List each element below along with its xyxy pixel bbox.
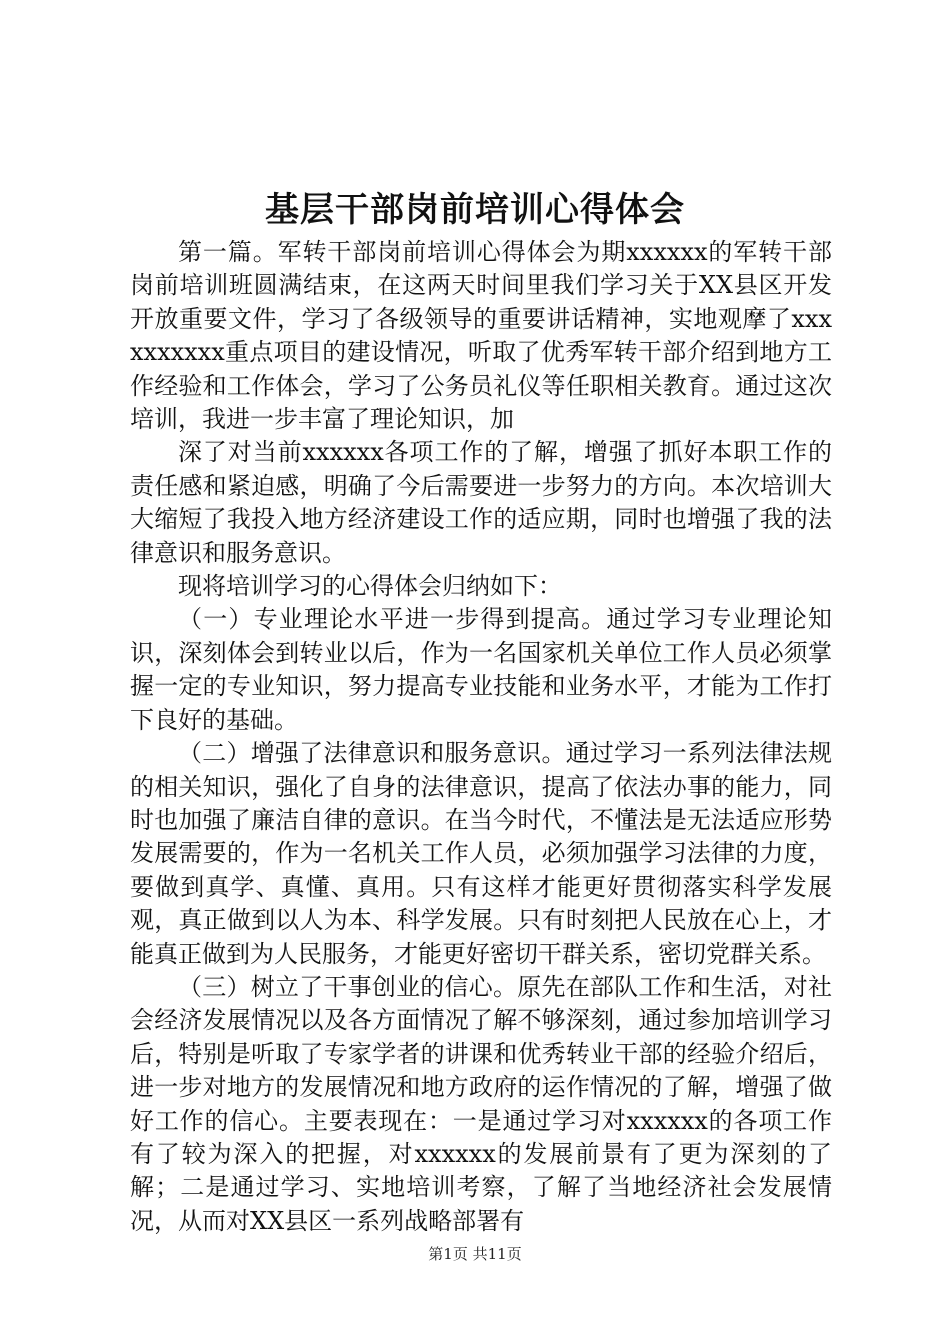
paragraph-intro: 第一篇。军转干部岗前培训心得体会为期xxxxxx的军转干部岗前培训班圆满结束，在这两天时间里我们学习关于XX县区开发开放重要文件，学习了各级领导的重要讲话精神，实地观摩了xxxxxxxxxx重点项目的建设情况，听取了优秀军转干部介绍到地方工作经验和工作体会，学习了公务员礼仪等任职相关教育。通过这次培训，我进一步丰富了理论知识，加 [130, 238, 832, 434]
document-title: 基层干部岗前培训心得体会 [265, 190, 685, 230]
paragraph-point-one: （一）专业理论水平进一步得到提高。通过学习专业理论知识，深刻体会到转业以后，作为一名国家机关单位工作人员必须掌握一定的专业知识，努力提高专业技能和业务水平，才能为工作打下良好的基础。 [130, 605, 832, 734]
page-number-footer: 第1页 共11页 [428, 1245, 522, 1263]
paragraph-continuation: 深了对当前xxxxxx各项工作的了解，增强了抓好本职工作的责任感和紧迫感，明确了今后需要进一步努力的方向。本次培训大大缩短了我投入地方经济建设工作的适应期，同时也增强了我的法律意识和服务意识。 [130, 438, 832, 567]
paragraph-point-two: （二）增强了法律意识和服务意识。通过学习一系列法律法规的相关知识，强化了自身的法律意识，提高了依法办事的能力，同时也加强了廉洁自律的意识。在当今时代，不懂法是无法适应形势发展需要的，作为一名机关工作人员，必须加强学习法律的力度，要做到真学、真懂、真用。只有这样才能更好贯彻落实科学发展观，真正做到以人为本、科学发展。只有时刻把人民放在心上，才能真正做到为人民服务，才能更好密切干群关系，密切党群关系。 [130, 739, 832, 968]
document-body [130, 236, 832, 1238]
paragraph-summary-lead: 现将培训学习的心得体会归纳如下： [178, 572, 562, 601]
paragraph-point-three: （三）树立了干事创业的信心。原先在部队工作和生活，对社会经济发展情况以及各方面情况了解不够深刻，通过参加培训学习后，特别是听取了专家学者的讲课和优秀转业干部的经验介绍后，进一步对地方的发展情况和地方政府的运作情况的了解，增强了做好工作的信心。主要表现在：一是通过学习对xxxxxx的各项工作有了较为深入的把握，对xxxxxx的发展前景有了更为深刻的了解；二是通过学习、实地培训考察，了解了当地经济社会发展情况，从而对XX县区一系列战略部署有 [130, 972, 832, 1235]
